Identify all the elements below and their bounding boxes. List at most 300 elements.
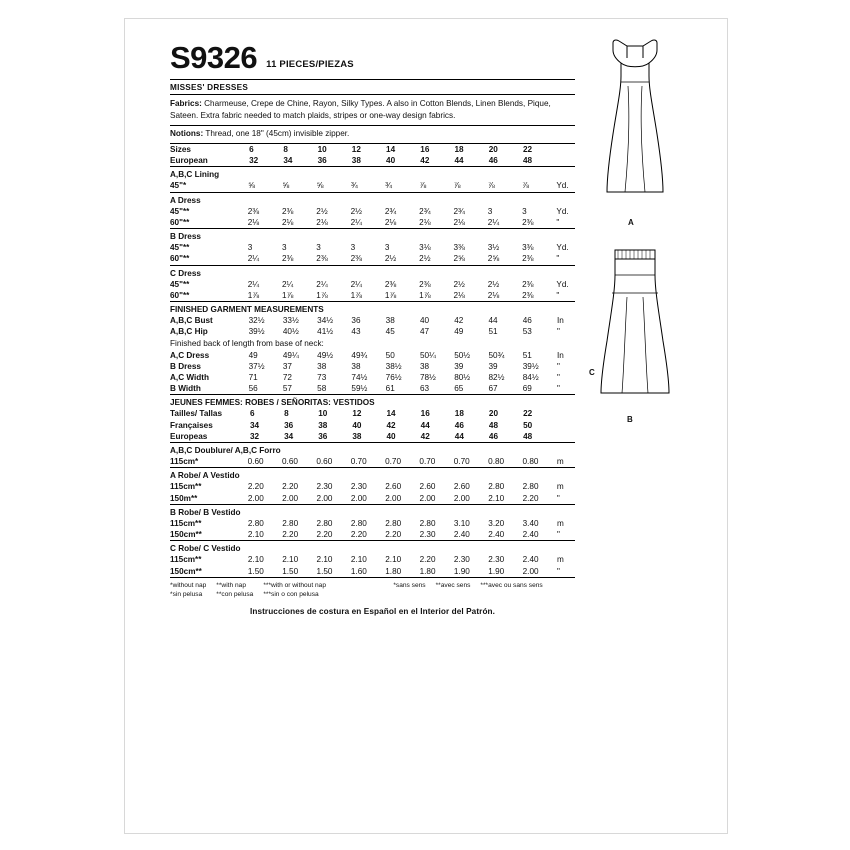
cell: 34 bbox=[283, 155, 317, 167]
cell: 1⅞ bbox=[248, 290, 282, 302]
cell: 49¾ bbox=[351, 350, 368, 360]
cell: 49½ bbox=[317, 350, 334, 360]
table-row bbox=[170, 554, 575, 565]
cell-unit: " bbox=[556, 253, 575, 265]
table-row bbox=[170, 180, 575, 192]
footnote-group-3 bbox=[263, 581, 393, 600]
cell: 65 bbox=[454, 383, 488, 395]
row-label: B Width bbox=[170, 383, 249, 395]
row-label: A,C Width bbox=[170, 373, 210, 383]
table-row bbox=[170, 468, 575, 481]
row-label: Sizes bbox=[170, 145, 191, 155]
table-row bbox=[170, 279, 575, 290]
cell: 51 bbox=[488, 327, 498, 337]
cell: 2½ bbox=[385, 253, 419, 265]
table-row bbox=[170, 361, 575, 372]
cell: 3⅜ bbox=[522, 243, 534, 253]
row-label: Tailles/ Tallas bbox=[170, 409, 223, 419]
cell: 2¾ bbox=[419, 206, 431, 216]
cell: 2¾ bbox=[384, 206, 397, 216]
cell-unit bbox=[557, 431, 575, 443]
cell: 2.20 bbox=[351, 529, 385, 541]
cell: 38 bbox=[352, 431, 386, 443]
cell: 42 bbox=[420, 155, 454, 167]
cell: 3 bbox=[350, 243, 356, 253]
row-label: A,B,C Hip bbox=[170, 327, 208, 337]
section-label: A Dress bbox=[170, 195, 201, 205]
cell-unit: m bbox=[556, 482, 564, 492]
cell: 2.30 bbox=[350, 482, 367, 492]
cell: 36 bbox=[351, 316, 361, 326]
cell: 2.00 bbox=[523, 565, 557, 577]
cell: 56 bbox=[249, 383, 283, 395]
cell: 1⅞ bbox=[351, 290, 385, 302]
cell: 47 bbox=[419, 327, 430, 337]
footnote-group-4 bbox=[393, 581, 435, 600]
cell-unit: " bbox=[557, 373, 560, 383]
cell: 2⅛ bbox=[453, 290, 487, 302]
cell-unit: Yd. bbox=[556, 243, 569, 253]
cell: ⅞ bbox=[522, 180, 556, 192]
cell: 2¼ bbox=[488, 217, 522, 229]
table-row bbox=[170, 290, 575, 302]
cell: 2⅛ bbox=[419, 217, 453, 229]
cell-unit: In bbox=[557, 316, 564, 326]
cell: 50½ bbox=[454, 350, 471, 360]
cell: 44 bbox=[455, 155, 489, 167]
table-row bbox=[170, 505, 575, 518]
cell: 84½ bbox=[522, 373, 539, 383]
footnote: ***avec ou sans sens bbox=[480, 581, 543, 589]
cell: 2.00 bbox=[420, 493, 454, 505]
row-label: 115cm** bbox=[170, 482, 202, 492]
dress-bc-illustration bbox=[575, 237, 695, 417]
cell: 43 bbox=[351, 327, 361, 337]
cell: 2.10 bbox=[488, 493, 522, 505]
footnote: **with nap bbox=[216, 581, 246, 589]
table-row bbox=[170, 431, 575, 443]
cell-unit: " bbox=[557, 529, 575, 541]
cell: 38½ bbox=[385, 361, 402, 371]
cell: 45 bbox=[385, 327, 395, 337]
fabrics-text: Charmeuse, Crepe de Chine, Rayon, Silky Types. A also in Cotton Blends, Linen Blends, Pique, Sateen. Extra fabric needed to match plaids, stripes or one-way design fabrics. bbox=[170, 99, 551, 120]
cell: 2½ bbox=[487, 279, 500, 289]
cell: 2.20 bbox=[317, 529, 351, 541]
cell: ⅞ bbox=[419, 180, 453, 192]
table-row bbox=[170, 337, 575, 349]
cell: 2.80 bbox=[385, 518, 402, 528]
cell: 2⅛ bbox=[385, 217, 419, 229]
cell-unit: " bbox=[557, 493, 575, 505]
cell: 72 bbox=[282, 373, 292, 383]
table-row bbox=[170, 167, 575, 180]
row-label: A,B,C Bust bbox=[170, 316, 213, 326]
cell: 2½ bbox=[316, 206, 328, 216]
cell: 2.00 bbox=[248, 493, 282, 505]
cell: 2⅜ bbox=[384, 279, 397, 289]
c-dress-table bbox=[170, 266, 575, 302]
cell: 2.30 bbox=[316, 482, 333, 492]
section-label: A Robe/ A Vestido bbox=[170, 471, 240, 481]
cell: 82½ bbox=[488, 373, 505, 383]
a-dress-table bbox=[170, 193, 575, 229]
cell: 2⅜ bbox=[281, 206, 294, 216]
cell: 32½ bbox=[248, 316, 265, 326]
table-row bbox=[170, 266, 575, 279]
cell: 3⅛ bbox=[419, 243, 431, 253]
back-length-label: Finished back of length from base of neck: bbox=[170, 339, 324, 349]
cell: 3.40 bbox=[522, 518, 539, 528]
cell: 2½ bbox=[419, 253, 453, 265]
cell: 0.70 bbox=[351, 456, 385, 468]
cell: 2.40 bbox=[488, 529, 522, 541]
cell: 74½ bbox=[351, 373, 368, 383]
cell: 2.30 bbox=[453, 555, 470, 565]
cell: 38 bbox=[318, 420, 328, 430]
cell: 36 bbox=[318, 431, 352, 443]
cell: 2⅛ bbox=[316, 217, 350, 229]
cell: 71 bbox=[248, 373, 258, 383]
cell: 16 bbox=[420, 409, 430, 419]
cell: 1.60 bbox=[351, 565, 385, 577]
cell: 2.10 bbox=[247, 555, 264, 565]
footnote: *without nap bbox=[170, 581, 207, 589]
cell: 2¼ bbox=[281, 279, 294, 289]
cell: 18 bbox=[454, 409, 464, 419]
row-label: A,C Dress bbox=[170, 350, 210, 360]
cell: 2⅜ bbox=[282, 253, 316, 265]
table-row bbox=[170, 541, 575, 554]
cell: 1.50 bbox=[282, 565, 316, 577]
cell: 2¼ bbox=[316, 279, 328, 289]
cell: 2⅜ bbox=[316, 253, 350, 265]
footnotes bbox=[170, 578, 575, 600]
cell: 1⅞ bbox=[385, 290, 419, 302]
cell: 39½ bbox=[522, 361, 539, 371]
table-row bbox=[170, 193, 575, 206]
cell: 44 bbox=[455, 431, 489, 443]
cell: 38 bbox=[352, 155, 386, 167]
cell: 2.40 bbox=[522, 555, 539, 565]
cell: 2¼ bbox=[247, 279, 260, 289]
cell: 2.10 bbox=[385, 555, 402, 565]
cell: 20 bbox=[488, 409, 499, 419]
section-label: A,B,C Lining bbox=[170, 170, 220, 180]
cell: 1⅞ bbox=[419, 290, 453, 302]
cell-unit: " bbox=[557, 565, 575, 577]
cell: 0.60 bbox=[316, 456, 350, 468]
cell-unit: " bbox=[557, 361, 560, 371]
cell: 38 bbox=[385, 316, 395, 326]
cell: 0.60 bbox=[248, 456, 282, 468]
cell: 46 bbox=[489, 155, 523, 167]
cell: 1⅞ bbox=[316, 290, 350, 302]
cell: 2.20 bbox=[282, 529, 316, 541]
cell: 49¼ bbox=[282, 350, 299, 360]
cell: 0.80 bbox=[523, 456, 557, 468]
cell: 58 bbox=[317, 383, 351, 395]
row-label: 150cm** bbox=[170, 565, 248, 577]
lining-table bbox=[170, 167, 575, 192]
cell: 2⅛ bbox=[282, 217, 316, 229]
cell: 42 bbox=[386, 420, 396, 430]
section-label: B Robe/ B Vestido bbox=[170, 507, 241, 517]
row-label: 45"** bbox=[170, 206, 190, 216]
cell: 1.80 bbox=[385, 565, 419, 577]
table-row bbox=[170, 408, 575, 419]
cell: 48 bbox=[488, 420, 499, 430]
cell-unit: " bbox=[556, 217, 575, 229]
cell: 1.90 bbox=[488, 565, 522, 577]
footnote-group-1 bbox=[170, 581, 216, 600]
cell: 14 bbox=[386, 409, 396, 419]
cell: 3.20 bbox=[488, 518, 505, 528]
section-label: C Robe/ C Vestido bbox=[170, 544, 241, 554]
cell: 63 bbox=[420, 383, 454, 395]
cell: 34 bbox=[284, 431, 318, 443]
cell: 46 bbox=[489, 431, 523, 443]
cell: 2.00 bbox=[317, 493, 351, 505]
table-row bbox=[170, 443, 575, 456]
cell: 2.20 bbox=[523, 493, 557, 505]
cell: 2.00 bbox=[351, 493, 385, 505]
cell: 46 bbox=[522, 316, 532, 326]
sizes-table bbox=[170, 144, 575, 167]
label-b: B bbox=[627, 415, 633, 424]
cell: 2.30 bbox=[420, 529, 454, 541]
cell-unit bbox=[557, 420, 575, 431]
label-a: A bbox=[628, 218, 634, 227]
cell: 2.20 bbox=[419, 555, 436, 565]
cell: 18 bbox=[454, 145, 464, 155]
row-label: Europeas bbox=[170, 431, 250, 443]
row-label: 150cm** bbox=[170, 529, 248, 541]
row-label: 60"** bbox=[170, 217, 248, 229]
cell: 78½ bbox=[419, 373, 436, 383]
cell-unit bbox=[557, 408, 575, 419]
footnote: ***with or without nap bbox=[263, 581, 327, 589]
cell: 2.20 bbox=[282, 482, 299, 492]
row-label: European bbox=[170, 155, 249, 167]
cell: 73 bbox=[317, 373, 327, 383]
cell: 22 bbox=[522, 145, 533, 155]
row-label: 60"** bbox=[170, 290, 248, 302]
row-label: 60"** bbox=[170, 253, 248, 265]
cell: 2.00 bbox=[385, 493, 419, 505]
cell: 40 bbox=[386, 155, 420, 167]
cell-unit: m bbox=[556, 555, 564, 565]
section-label: FINISHED GARMENT MEASUREMENTS bbox=[170, 304, 324, 314]
cell: 48 bbox=[523, 155, 557, 167]
cell-unit bbox=[557, 155, 575, 167]
cell: 40 bbox=[387, 431, 421, 443]
cell: 2¾ bbox=[453, 206, 465, 216]
spanish-instructions-note: Instrucciones de costura en Español en el Interior del Patrón. bbox=[249, 606, 496, 616]
cell: 42 bbox=[421, 431, 455, 443]
cell: 3 bbox=[247, 243, 253, 253]
cell: 2⅛ bbox=[453, 217, 487, 229]
footnote-group-2 bbox=[216, 581, 263, 600]
table-row bbox=[170, 155, 575, 167]
cell: 48 bbox=[523, 431, 557, 443]
cell: 37½ bbox=[248, 361, 265, 371]
table-row bbox=[170, 395, 575, 408]
cell: 36 bbox=[284, 420, 294, 430]
cell: 3⅜ bbox=[453, 243, 465, 253]
es-heading: JEUNES FEMMES: ROBES / SEÑORITAS: VESTIDOS bbox=[170, 398, 375, 408]
cell: 67 bbox=[488, 383, 522, 395]
row-label: 150m** bbox=[170, 493, 248, 505]
cell: 20 bbox=[488, 145, 498, 155]
row-label: 45"** bbox=[170, 279, 190, 289]
row-label: 115cm** bbox=[170, 518, 202, 528]
cell: 22 bbox=[523, 409, 533, 419]
cell: 76½ bbox=[385, 373, 402, 383]
cell: 2.20 bbox=[247, 482, 264, 492]
footnote-group-5 bbox=[436, 581, 481, 600]
cell: 2½ bbox=[453, 279, 465, 289]
cell: 2⅜ bbox=[247, 206, 260, 216]
pattern-code: S9326 bbox=[170, 40, 258, 75]
cell: 50¾ bbox=[488, 350, 505, 360]
cell: 2¼ bbox=[350, 279, 362, 289]
cell: 49 bbox=[454, 327, 464, 337]
cell: 1.90 bbox=[454, 565, 488, 577]
cell: 3 bbox=[384, 243, 390, 253]
fabrics-paragraph bbox=[170, 95, 575, 125]
piece-count: 11 PIECES/PIEZAS bbox=[266, 59, 354, 70]
cell: 2.80 bbox=[419, 518, 436, 528]
cell-unit: In bbox=[557, 350, 564, 360]
cell: 51 bbox=[522, 350, 532, 360]
cell: 50 bbox=[385, 350, 395, 360]
cell: 14 bbox=[386, 145, 396, 155]
cell: ¾ bbox=[385, 180, 419, 192]
cell: 1.80 bbox=[420, 565, 454, 577]
cell: 0.60 bbox=[282, 456, 316, 468]
cell: 2.80 bbox=[522, 482, 539, 492]
cell: 16 bbox=[420, 145, 430, 155]
cell: 2⅜ bbox=[522, 253, 556, 265]
table-row bbox=[170, 206, 575, 217]
table-row bbox=[170, 456, 575, 468]
cell: 40½ bbox=[282, 327, 299, 337]
cell: 38 bbox=[317, 361, 327, 371]
cell: 0.70 bbox=[454, 456, 488, 468]
section-label: A,B,C Doublure/ A,B,C Forro bbox=[170, 445, 281, 455]
cell: 42 bbox=[454, 316, 464, 326]
cell: 2.10 bbox=[350, 555, 367, 565]
cell: 32 bbox=[250, 431, 284, 443]
table-row bbox=[170, 315, 575, 326]
table-row bbox=[170, 326, 575, 337]
table-row bbox=[170, 529, 575, 541]
cell: 2.20 bbox=[385, 529, 419, 541]
cell: 40 bbox=[419, 316, 430, 326]
cell-unit: " bbox=[557, 383, 575, 395]
es-a-table bbox=[170, 468, 575, 504]
cell: 38 bbox=[351, 361, 361, 371]
cell-unit: m bbox=[557, 456, 575, 468]
row-label: 115cm** bbox=[170, 555, 202, 565]
cell: 2⅜ bbox=[351, 253, 385, 265]
label-c: C bbox=[589, 368, 595, 377]
cell: 41½ bbox=[317, 327, 334, 337]
cell: 37 bbox=[282, 361, 292, 371]
cell: ⅝ bbox=[317, 180, 351, 192]
cell: 44 bbox=[488, 316, 498, 326]
cell: 32 bbox=[249, 155, 283, 167]
table-row bbox=[170, 350, 575, 361]
cell: 2⅜ bbox=[522, 279, 534, 289]
table-row bbox=[170, 565, 575, 577]
table-row bbox=[170, 229, 575, 242]
cell: 0.80 bbox=[488, 456, 522, 468]
cell: 2.10 bbox=[248, 529, 282, 541]
cell: 49 bbox=[248, 350, 258, 360]
table-row bbox=[170, 217, 575, 229]
cell: 2.80 bbox=[350, 518, 367, 528]
cell: 2⅝ bbox=[453, 253, 487, 265]
footnote: **avec sens bbox=[435, 581, 471, 589]
cell: 12 bbox=[352, 409, 362, 419]
cell: 8 bbox=[283, 145, 288, 155]
cell: 8 bbox=[284, 409, 289, 419]
finished-garment-table bbox=[170, 302, 575, 395]
cell: 2.60 bbox=[419, 482, 436, 492]
cell: ¾ bbox=[351, 180, 385, 192]
section-label: B Dress bbox=[170, 232, 201, 242]
row-label: 115cm* bbox=[170, 456, 248, 468]
cell: ⅝ bbox=[248, 180, 282, 192]
cell: 3 bbox=[522, 206, 527, 216]
cell: 1⅞ bbox=[282, 290, 316, 302]
es-c-table bbox=[170, 541, 575, 577]
cell: 50¼ bbox=[419, 350, 436, 360]
es-sizes-table bbox=[170, 395, 575, 443]
cell: 57 bbox=[283, 383, 317, 395]
cell: 12 bbox=[351, 145, 361, 155]
cell: 3 bbox=[487, 206, 493, 216]
cell: 3 bbox=[316, 243, 321, 253]
es-lining-table bbox=[170, 443, 575, 468]
cell: 2.00 bbox=[282, 493, 316, 505]
garment-category: MISSES' DRESSES bbox=[170, 83, 249, 92]
table-row bbox=[170, 493, 575, 505]
cell: 2⅜ bbox=[419, 279, 431, 289]
cell: 0.70 bbox=[385, 456, 419, 468]
es-b-table bbox=[170, 505, 575, 541]
row-label: 45"* bbox=[170, 180, 248, 192]
cell: 2.60 bbox=[385, 482, 402, 492]
cell: 2.80 bbox=[282, 518, 299, 528]
cell: 46 bbox=[454, 420, 464, 430]
cell: 2⅛ bbox=[488, 290, 522, 302]
footnote: ***sin o con pelusa bbox=[263, 591, 319, 599]
cell: 80½ bbox=[454, 373, 471, 383]
cell: 34½ bbox=[317, 316, 334, 326]
table-row bbox=[170, 481, 575, 492]
table-row bbox=[170, 383, 575, 395]
cell: 2.40 bbox=[523, 529, 557, 541]
cell: 38 bbox=[419, 361, 430, 371]
table-row bbox=[170, 518, 575, 529]
cell: 2.10 bbox=[282, 555, 299, 565]
cell: 2.40 bbox=[454, 529, 488, 541]
b-dress-table bbox=[170, 229, 575, 265]
cell: 1.50 bbox=[317, 565, 351, 577]
cell: 3.10 bbox=[453, 518, 470, 528]
